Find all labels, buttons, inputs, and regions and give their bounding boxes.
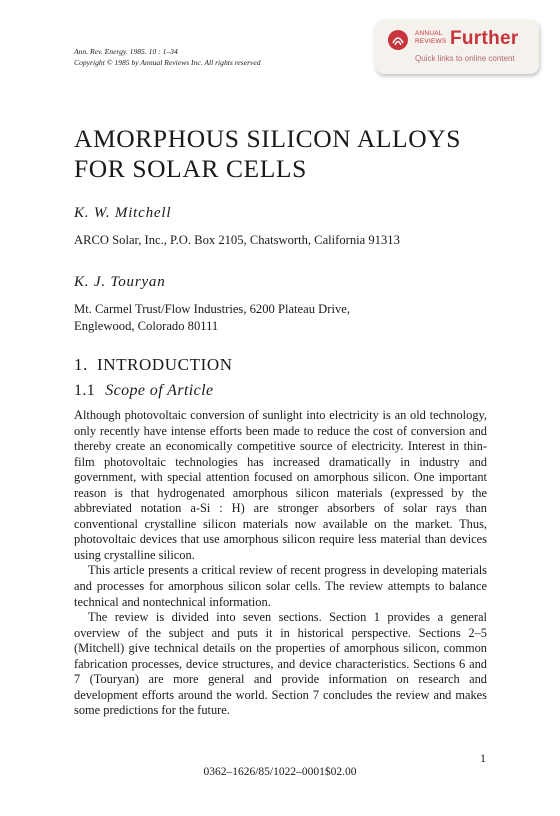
section-heading [74, 355, 233, 375]
annual-reviews-logo-icon [388, 30, 408, 50]
footer-price: $02.00 [324, 766, 357, 778]
subsection-title: Scope of Article [105, 382, 214, 399]
further-badge[interactable] [375, 20, 539, 74]
copyright-notice: Copyright © 1985 by Annual Reviews Inc. All rights reserved [74, 57, 261, 67]
footer-code: 0362–1626/85/1022–0001 [203, 766, 325, 778]
publisher-line-1: ANNUAL [415, 30, 443, 37]
footer-code-line [0, 766, 560, 778]
publisher-name [415, 30, 446, 45]
affiliation-line: Englewood, Colorado 80111 [74, 319, 219, 333]
author-affiliation [74, 232, 400, 249]
title-line-1: AMORPHOUS SILICON ALLOYS [74, 124, 462, 153]
affiliation-line: ARCO Solar, Inc., P.O. Box 2105, Chatsworth, California 91313 [74, 233, 400, 247]
publisher-line-2: REVIEWS [415, 37, 447, 45]
affiliation-line: Mt. Carmel Trust/Flow Industries, 6200 Plateau Drive, [74, 302, 351, 316]
author-affiliation [74, 301, 350, 335]
section-title: INTRODUCTION [96, 355, 233, 374]
article-title [74, 124, 461, 184]
author-name: K. W. Mitchell [74, 205, 172, 221]
journal-citation: Ann. Rev. Energy. 1985. 10 : 1–34 [74, 47, 178, 56]
further-label: Further [450, 28, 519, 49]
page-number: 1 [480, 751, 486, 765]
title-line-2: FOR SOLAR CELLS [74, 154, 307, 183]
journal-citation-block [74, 47, 261, 68]
body-paragraph: The review is divided into seven sections. Section 1 provides a general overview of the subject and puts it in historical perspective. Sections 2–5 (Mitchell) give technical details on the properties of amorphous silicon, common fabrication processes, device structures, and device characteristics. Sections 6 and 7 (Touryan) are more general and provide information on research and development efforts around the world. Section 7 concludes the review and makes some predictions for the future. [74, 610, 487, 718]
subsection-heading [74, 382, 214, 400]
body-paragraph: Although photovoltaic conversion of sunlight into electricity is an old technology, only recently have intense efforts been made to reduce the cost of conversion and thereby create an economically competitive source of electricity. Interest in thin-film photovoltaic technologies has increased dramatically in industry and government, with special attention focused on amorphous silicon. One important reason is that hydrogenated amorphous silicon materials (expressed by the abbreviated notation a-Si : H) are stronger absorbers of solar rays than conventional crystalline silicon materials now available on the market. Thus, photovoltaic devices that use amorphous silicon require less material than devices using crystalline silicon. [74, 408, 487, 562]
subsection-number: 1.1 [74, 382, 96, 399]
author-name: K. J. Touryan [74, 274, 166, 290]
article-body [74, 408, 487, 719]
body-paragraph: This article presents a critical review of recent progress in developing materials and processes for amorphous silicon solar cells. The review attempts to balance technical and nontechnical information. [74, 563, 487, 609]
further-subtitle: Quick links to online content [415, 54, 515, 63]
section-number: 1. [74, 355, 88, 374]
